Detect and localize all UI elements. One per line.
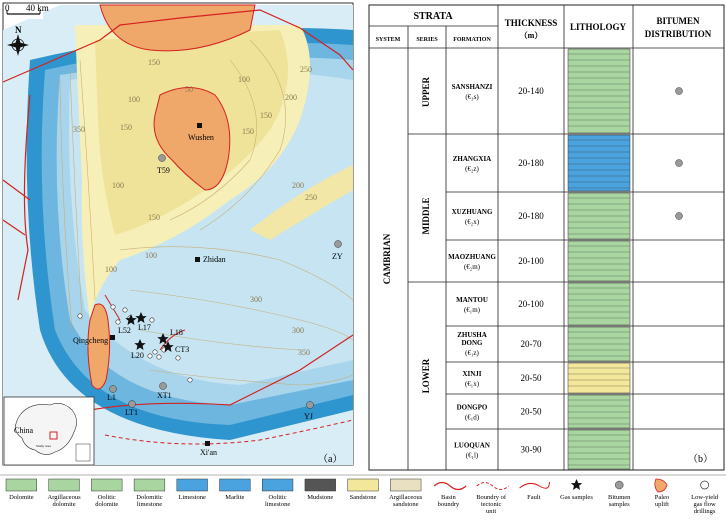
contour-label: 350 xyxy=(73,125,85,134)
legend-label: Bitumen samples xyxy=(608,494,631,508)
well-label: LT1 xyxy=(125,408,139,417)
legend-label: Sandstone xyxy=(349,494,377,501)
series-label: MIDDLE xyxy=(421,197,431,235)
well-label: YJ xyxy=(304,412,313,421)
legend-label: Dolomite xyxy=(9,494,34,501)
scale-zero: 0 xyxy=(5,3,10,13)
lithology-bar xyxy=(568,241,630,281)
header-distribution: DISTRIBUTION xyxy=(644,29,712,39)
legend-label: Paleo uplift xyxy=(654,494,670,508)
town-label: Zhidan xyxy=(203,255,226,264)
legend-item xyxy=(434,483,466,509)
header-thickness: THICKNESS xyxy=(504,18,558,28)
formation-thickness: 20-100 xyxy=(518,256,544,266)
bitumen-sample-icon xyxy=(110,386,117,393)
map-panel xyxy=(0,0,360,470)
legend-item xyxy=(220,479,251,501)
well-label: L1 xyxy=(107,393,116,402)
legend-swatch xyxy=(477,483,509,490)
bitumen-sample-icon xyxy=(129,401,136,408)
legend-label: Argillaceous sandstone xyxy=(389,494,423,508)
lithology-bar xyxy=(568,430,630,469)
legend-item xyxy=(691,481,719,515)
legend-item xyxy=(608,481,631,508)
contour-label: 250 xyxy=(300,65,312,74)
bitumen-distribution-icon xyxy=(676,160,683,167)
series-label: UPPER xyxy=(421,77,431,107)
legend-item xyxy=(6,479,37,501)
header-bitumen: BITUMEN xyxy=(656,16,700,26)
legend-item xyxy=(134,479,165,508)
contour-label: 150 xyxy=(148,58,160,67)
legend-swatch xyxy=(305,479,336,491)
town-marker xyxy=(195,257,200,262)
legend-label: Basin boundry xyxy=(437,494,460,508)
low-yield-icon xyxy=(123,308,127,312)
formation-thickness: 20-140 xyxy=(518,86,544,96)
legend-swatch xyxy=(390,479,421,491)
legend-item xyxy=(91,479,122,508)
formation-thickness: 20-50 xyxy=(520,373,542,383)
legend-label: Marlite xyxy=(225,494,245,501)
formation-name: LUOQUAN xyxy=(454,441,490,450)
inset-study-area: Study area xyxy=(36,444,51,448)
north-label: N xyxy=(15,25,22,35)
contour-label: 200 xyxy=(285,93,297,102)
contour-label: 50 xyxy=(185,85,193,94)
formation-code: (€₁l) xyxy=(465,451,479,460)
formation-code: (€₁x) xyxy=(464,380,480,388)
formation-name: XINJI xyxy=(462,370,482,378)
low-yield-icon xyxy=(176,356,180,360)
inset-map xyxy=(4,397,94,465)
series-label: LOWER xyxy=(421,358,431,394)
formation-name: ZHANGXIA xyxy=(452,155,492,163)
formation-code: (€₁z) xyxy=(465,349,479,357)
contour-label: 150 xyxy=(242,127,254,136)
well-label: L17 xyxy=(138,323,151,332)
panel-label-a: （a） xyxy=(318,454,343,465)
formation-code: (€₃s) xyxy=(465,93,479,101)
legend-swatch xyxy=(49,479,80,491)
strata-column-panel xyxy=(368,4,726,472)
town-marker xyxy=(197,123,202,128)
formation-thickness: 20-180 xyxy=(518,158,544,168)
low-yield-icon xyxy=(150,318,154,322)
low-yield-icon xyxy=(111,305,115,309)
formation-name: SANSHANZI xyxy=(451,83,493,91)
legend-label: Argillaceous dolomite xyxy=(47,494,81,508)
well-label: L18 xyxy=(170,328,183,337)
low-yield-icon xyxy=(153,350,157,354)
contour-label: 350 xyxy=(298,348,310,357)
formation-name: ZHUSHA DONG xyxy=(457,331,487,347)
legend-label: Mudstone xyxy=(307,494,334,501)
system-label: CAMBRIAN xyxy=(382,233,392,285)
bitumen-distribution-icon xyxy=(676,88,683,95)
lithology-bar xyxy=(568,49,630,133)
legend-swatch xyxy=(220,479,251,491)
town-label: Qingcheng xyxy=(73,336,109,345)
well-label: T59 xyxy=(157,166,170,175)
header-lithology: LITHOLOGY xyxy=(569,22,627,32)
scale-label: 40 km xyxy=(26,3,49,13)
contour-label: 100 xyxy=(128,95,140,104)
legend-swatch xyxy=(615,481,623,489)
legend-swatch xyxy=(91,479,122,491)
formation-code: (€₁d) xyxy=(464,413,480,422)
lithology-bar xyxy=(568,283,630,325)
legend-item xyxy=(48,479,82,508)
header-series: SERIES xyxy=(416,37,438,43)
header-system: SYSTEM xyxy=(375,37,401,43)
well-label: ZY xyxy=(332,252,343,261)
well-label: L52 xyxy=(118,326,131,335)
contour-label: 300 xyxy=(292,326,304,335)
header-strata: STRATA xyxy=(413,11,453,22)
legend-swatch xyxy=(655,479,667,492)
legend-item xyxy=(305,479,336,501)
formation-thickness: 30-90 xyxy=(520,444,542,455)
formation-name: MANTOU xyxy=(456,296,488,304)
legend xyxy=(0,474,726,522)
formation-code: (€₂m) xyxy=(463,263,481,271)
contour-label: 150 xyxy=(148,213,160,222)
column-frame xyxy=(369,5,724,470)
contour-label: 200 xyxy=(292,181,304,190)
formation-code: (€₁m) xyxy=(463,306,481,314)
legend-item xyxy=(348,479,379,501)
legend-item xyxy=(519,482,549,501)
contour-label: 100 xyxy=(112,181,124,190)
town-marker xyxy=(110,335,115,340)
contour-label: 100 xyxy=(105,265,117,274)
formation-thickness: 20-70 xyxy=(520,339,542,349)
panel-label-b: （b） xyxy=(688,454,713,465)
legend-label: Boundry of tectonic unit xyxy=(476,494,507,515)
formation-name: MAOZHUANG xyxy=(448,253,496,261)
legend-label: Oolitic limestone xyxy=(264,494,291,508)
legend-label: Gas samples xyxy=(560,494,593,501)
paleo-uplift-qingcheng xyxy=(88,304,110,389)
legend-swatch xyxy=(701,481,709,489)
legend-swatch xyxy=(177,479,208,491)
town-marker xyxy=(205,441,210,446)
header-formation: FORMATION xyxy=(453,37,491,43)
legend-swatch xyxy=(348,479,379,491)
bitumen-sample-icon xyxy=(335,241,342,248)
legend-item xyxy=(389,479,423,508)
legend-item xyxy=(476,483,509,516)
lithology-bar xyxy=(568,135,630,191)
contour-label: 150 xyxy=(120,123,132,132)
contour-label: 100 xyxy=(145,251,157,260)
low-yield-icon xyxy=(148,354,152,358)
town-label: Xi'an xyxy=(200,448,217,457)
formation-thickness: 20-100 xyxy=(518,299,544,309)
legend-swatch xyxy=(519,482,549,488)
south-sea-inset xyxy=(76,444,90,461)
formation-thickness: 20-50 xyxy=(520,406,542,417)
low-yield-icon xyxy=(78,314,82,318)
formation-name: DONGPO xyxy=(456,403,488,412)
contour-label: 100 xyxy=(238,75,250,84)
formation-code: (€₂z) xyxy=(465,165,479,173)
contour-label: 250 xyxy=(305,193,317,202)
legend-label: Fault xyxy=(527,494,541,501)
scale-bar xyxy=(5,3,49,19)
legend-swatch xyxy=(262,479,293,491)
bitumen-sample-icon xyxy=(307,402,314,409)
legend-label: Limestone xyxy=(178,494,206,501)
legend-label: Dolomitic limestone xyxy=(136,494,163,508)
town-label: Wushen xyxy=(188,133,214,142)
header-thickness-unit: （m） xyxy=(519,31,543,40)
legend-swatch xyxy=(134,479,165,491)
formation-name: XUZHUANG xyxy=(451,208,493,216)
low-yield-icon xyxy=(157,355,161,359)
legend-item xyxy=(177,479,208,501)
low-yield-icon xyxy=(116,320,120,324)
bitumen-sample-icon xyxy=(160,383,167,390)
inset-label: China xyxy=(14,426,34,435)
legend-swatch xyxy=(6,479,37,491)
legend-item xyxy=(655,479,669,508)
formation-code: (€₂x) xyxy=(464,218,480,226)
well-label: XT1 xyxy=(157,391,172,400)
legend-label: Low-yield gas flow drillings xyxy=(691,494,719,515)
contour-label: 300 xyxy=(250,295,262,304)
contour-label: 150 xyxy=(260,111,272,120)
bitumen-distribution-icon xyxy=(676,213,683,220)
legend-swatch xyxy=(571,479,582,490)
legend-label: Oolitic dolomite xyxy=(95,494,119,508)
well-label: CT3 xyxy=(175,345,190,354)
bitumen-sample-icon xyxy=(159,155,166,162)
legend-item xyxy=(262,479,293,508)
legend-swatch xyxy=(434,483,466,490)
legend-item xyxy=(560,479,593,501)
low-yield-icon xyxy=(188,378,192,382)
lithology-bar xyxy=(568,363,630,393)
well-label: L20 xyxy=(131,351,144,360)
formation-thickness: 20-180 xyxy=(518,211,544,221)
